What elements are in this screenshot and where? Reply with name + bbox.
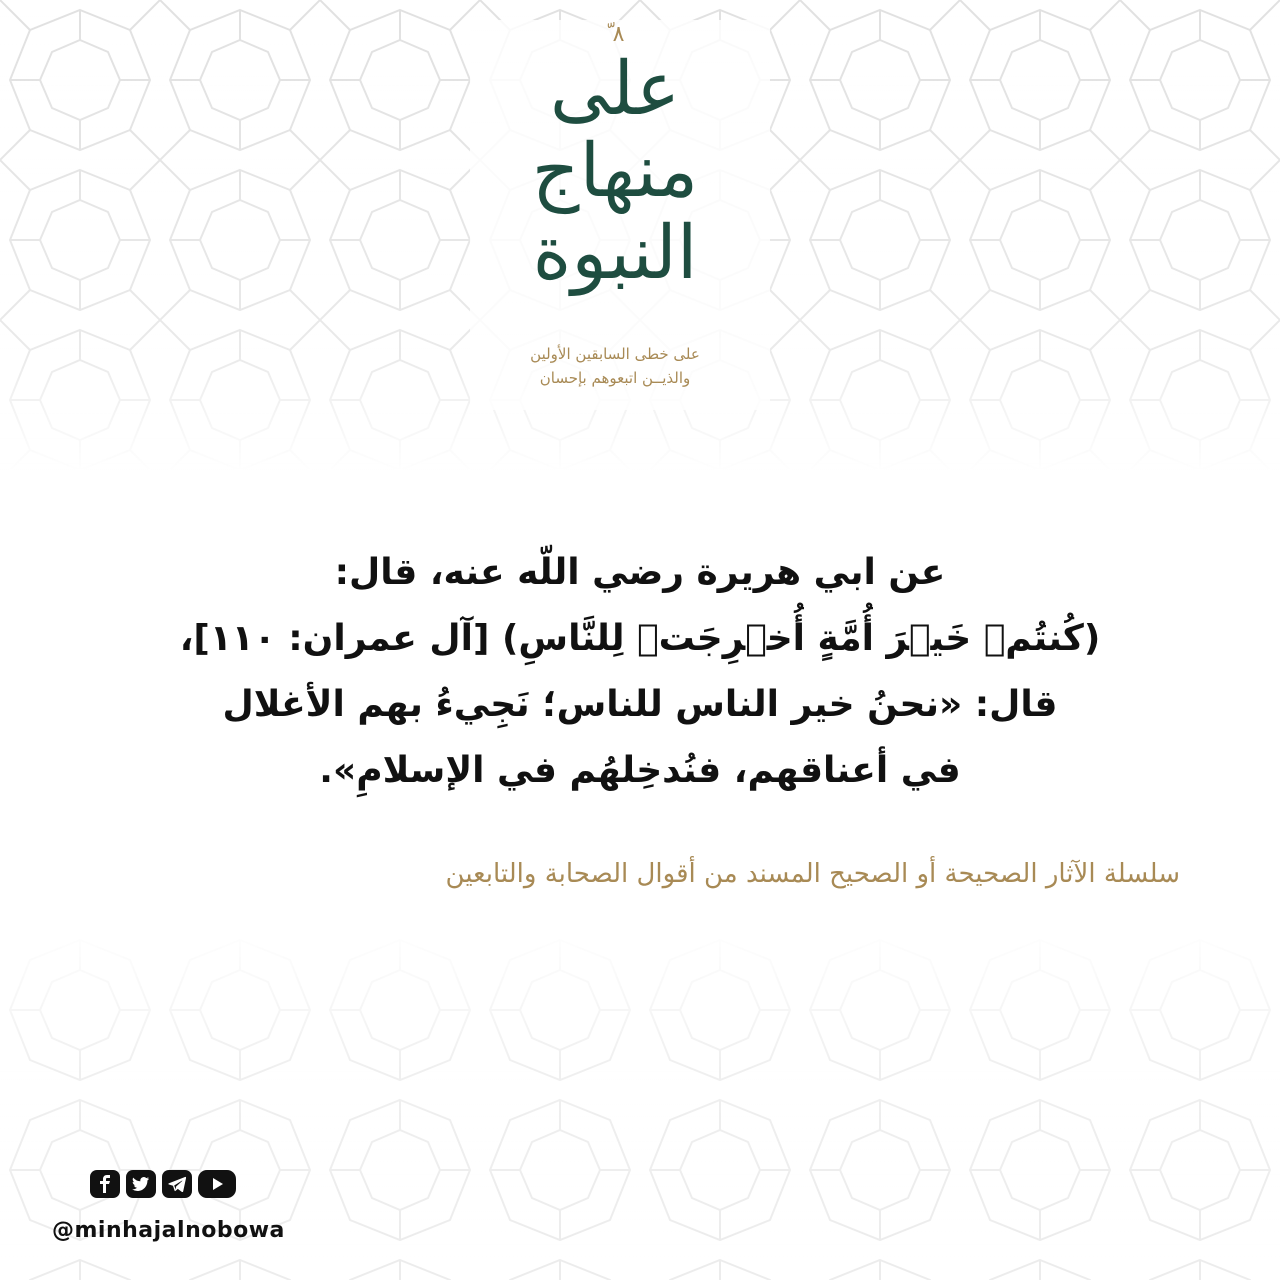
hadith-line-3: قال: «نحنُ خير الناس للناس؛ نَجِيءُ بهم الأغلال (222, 684, 1058, 725)
hadith-line-2: (كُنتُمۡ خَيۡرَ أُمَّةٍ أُخۡرِجَتۡ لِلنَّاسِ) [آل عمران: ١١٠]، (179, 618, 1101, 659)
youtube-icon[interactable] (198, 1170, 236, 1198)
tagline-line-2: والذيــن اتبعوهم بإحسان (539, 369, 691, 387)
hadith-line-4: في أعناقهم، فنُدخِلهُم في الإسلامِ». (319, 750, 961, 791)
facebook-icon[interactable] (90, 1170, 120, 1198)
logo-word-nobowa: النبوة (532, 210, 698, 296)
telegram-icon[interactable] (162, 1170, 192, 1198)
social-icons (90, 1170, 236, 1198)
social-handle[interactable]: @minhajalnobowa (52, 1218, 285, 1243)
logo-tagline (480, 342, 750, 390)
logo-word-ala: على (549, 46, 681, 132)
logo (480, 22, 750, 410)
hadith-text (140, 540, 1140, 804)
hadith-line-1: عن ابي هريرة رضي اللّه عنه، قال: (334, 552, 946, 593)
logo-ornament: ّ ۸ (605, 22, 625, 47)
tagline-line-1: على خطى السابقين الأولين (530, 345, 700, 363)
series-title: سلسلة الآثار الصحيحة أو الصحيح المسند من أقوال الصحابة والتابعين (445, 859, 1180, 889)
logo-word-minhaj: منهاج (531, 128, 699, 214)
twitter-icon[interactable] (126, 1170, 156, 1198)
